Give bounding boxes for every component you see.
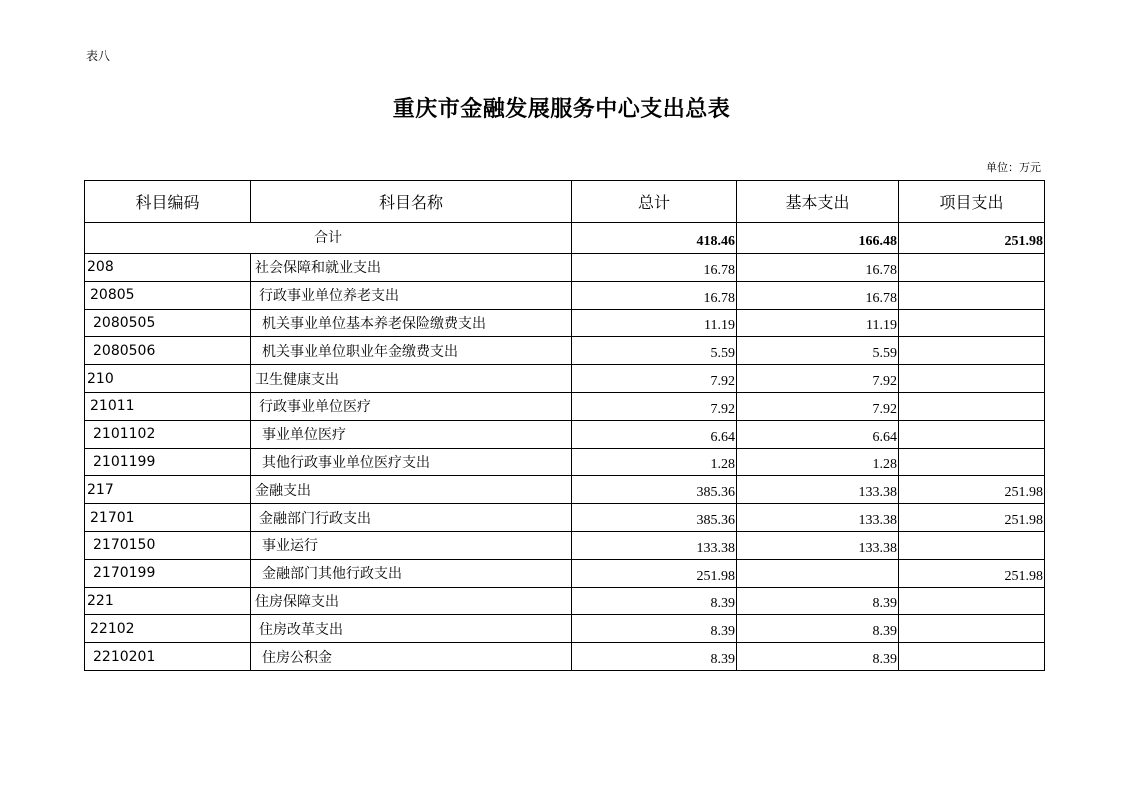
table-row — [85, 281, 1045, 309]
total-cell: 11.19 — [572, 309, 737, 337]
project-expenditure-cell: 251.98 — [899, 504, 1045, 532]
subject-name-cell: 卫生健康支出 — [251, 365, 572, 393]
summary-label: 合计 — [85, 223, 572, 254]
total-cell: 385.36 — [572, 476, 737, 504]
table-header — [85, 181, 1045, 223]
table-body — [85, 223, 1045, 671]
basic-expenditure-cell: 16.78 — [737, 254, 899, 282]
subject-name-cell: 行政事业单位医疗 — [251, 392, 572, 420]
basic-expenditure-cell: 8.39 — [737, 643, 899, 671]
subject-code-cell: 2210201 — [85, 643, 251, 671]
total-cell: 8.39 — [572, 643, 737, 671]
subject-code-cell: 217 — [85, 476, 251, 504]
subject-name-cell: 住房公积金 — [251, 643, 572, 671]
total-cell: 6.64 — [572, 420, 737, 448]
basic-expenditure-cell: 7.92 — [737, 392, 899, 420]
project-expenditure-cell — [899, 615, 1045, 643]
table-row — [85, 531, 1045, 559]
subject-code-cell: 22102 — [85, 615, 251, 643]
table-row — [85, 420, 1045, 448]
project-expenditure-cell — [899, 448, 1045, 476]
header-subject-code: 科目编码 — [85, 181, 251, 223]
subject-name-cell: 金融部门其他行政支出 — [251, 559, 572, 587]
subject-code-cell: 21011 — [85, 392, 251, 420]
table-row — [85, 476, 1045, 504]
project-expenditure-cell — [899, 587, 1045, 615]
summary-total: 418.46 — [572, 223, 737, 254]
total-cell: 1.28 — [572, 448, 737, 476]
basic-expenditure-cell: 1.28 — [737, 448, 899, 476]
subject-name-cell: 社会保障和就业支出 — [251, 254, 572, 282]
project-expenditure-cell — [899, 643, 1045, 671]
project-expenditure-cell: 251.98 — [899, 559, 1045, 587]
subject-code-cell: 208 — [85, 254, 251, 282]
summary-row — [85, 223, 1045, 254]
subject-code-cell: 2080506 — [85, 337, 251, 365]
table-row — [85, 615, 1045, 643]
table-row — [85, 643, 1045, 671]
project-expenditure-cell — [899, 420, 1045, 448]
subject-code-cell: 2080505 — [85, 309, 251, 337]
project-expenditure-cell — [899, 365, 1045, 393]
table-row — [85, 337, 1045, 365]
basic-expenditure-cell: 133.38 — [737, 504, 899, 532]
subject-name-cell: 其他行政事业单位医疗支出 — [251, 448, 572, 476]
header-total: 总计 — [572, 181, 737, 223]
project-expenditure-cell: 251.98 — [899, 476, 1045, 504]
subject-name-cell: 事业运行 — [251, 531, 572, 559]
basic-expenditure-cell: 8.39 — [737, 587, 899, 615]
table-row — [85, 309, 1045, 337]
table-row — [85, 448, 1045, 476]
unit-label: 单位：万元 — [986, 161, 1041, 174]
project-expenditure-cell — [899, 392, 1045, 420]
basic-expenditure-cell: 11.19 — [737, 309, 899, 337]
total-cell: 8.39 — [572, 615, 737, 643]
table-number: 表八 — [86, 49, 111, 63]
subject-name-cell: 住房保障支出 — [251, 587, 572, 615]
subject-name-cell: 金融支出 — [251, 476, 572, 504]
basic-expenditure-cell: 133.38 — [737, 476, 899, 504]
total-cell: 8.39 — [572, 587, 737, 615]
summary-basic: 166.48 — [737, 223, 899, 254]
subject-name-cell: 金融部门行政支出 — [251, 504, 572, 532]
total-cell: 5.59 — [572, 337, 737, 365]
subject-name-cell: 机关事业单位基本养老保险缴费支出 — [251, 309, 572, 337]
header-basic-expenditure: 基本支出 — [737, 181, 899, 223]
subject-code-cell: 2170150 — [85, 531, 251, 559]
subject-name-cell: 事业单位医疗 — [251, 420, 572, 448]
subject-code-cell: 210 — [85, 365, 251, 393]
project-expenditure-cell — [899, 281, 1045, 309]
header-subject-name: 科目名称 — [251, 181, 572, 223]
basic-expenditure-cell: 5.59 — [737, 337, 899, 365]
project-expenditure-cell — [899, 254, 1045, 282]
basic-expenditure-cell: 7.92 — [737, 365, 899, 393]
basic-expenditure-cell — [737, 559, 899, 587]
total-cell: 251.98 — [572, 559, 737, 587]
table-row — [85, 254, 1045, 282]
subject-code-cell: 221 — [85, 587, 251, 615]
table-row — [85, 392, 1045, 420]
basic-expenditure-cell: 8.39 — [737, 615, 899, 643]
subject-code-cell: 20805 — [85, 281, 251, 309]
table-row — [85, 587, 1045, 615]
table-row — [85, 504, 1045, 532]
total-cell: 16.78 — [572, 281, 737, 309]
basic-expenditure-cell: 16.78 — [737, 281, 899, 309]
subject-code-cell: 2101199 — [85, 448, 251, 476]
subject-name-cell: 机关事业单位职业年金缴费支出 — [251, 337, 572, 365]
total-cell: 7.92 — [572, 365, 737, 393]
project-expenditure-cell — [899, 337, 1045, 365]
total-cell: 16.78 — [572, 254, 737, 282]
table-row — [85, 559, 1045, 587]
table-row — [85, 365, 1045, 393]
page-title: 重庆市金融发展服务中心支出总表 — [392, 96, 731, 122]
subject-name-cell: 行政事业单位养老支出 — [251, 281, 572, 309]
total-cell: 133.38 — [572, 531, 737, 559]
header-row — [85, 181, 1045, 223]
expenditure-table — [84, 180, 1045, 671]
project-expenditure-cell — [899, 309, 1045, 337]
subject-code-cell: 2101102 — [85, 420, 251, 448]
subject-code-cell: 21701 — [85, 504, 251, 532]
subject-code-cell: 2170199 — [85, 559, 251, 587]
total-cell: 385.36 — [572, 504, 737, 532]
project-expenditure-cell — [899, 531, 1045, 559]
basic-expenditure-cell: 6.64 — [737, 420, 899, 448]
summary-project: 251.98 — [899, 223, 1045, 254]
subject-name-cell: 住房改革支出 — [251, 615, 572, 643]
total-cell: 7.92 — [572, 392, 737, 420]
basic-expenditure-cell: 133.38 — [737, 531, 899, 559]
header-project-expenditure: 项目支出 — [899, 181, 1045, 223]
